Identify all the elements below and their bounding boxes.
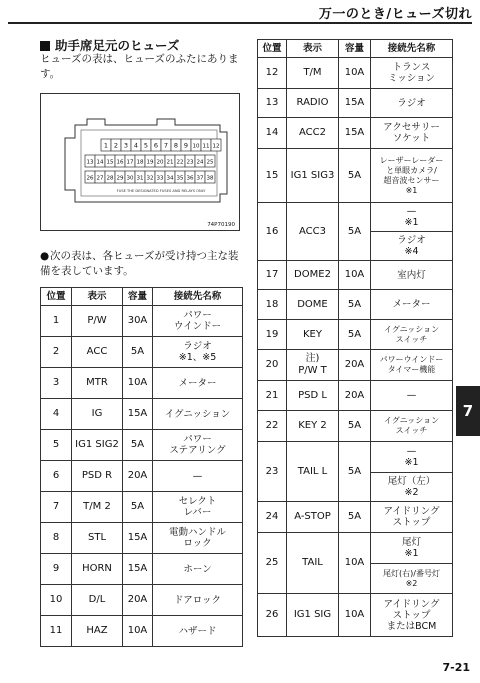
fuse-capacity: 15A bbox=[123, 399, 153, 430]
fuse-label: D/L bbox=[72, 585, 123, 616]
cell-text: DOME bbox=[297, 298, 328, 310]
fuse-capacity: 15A bbox=[123, 523, 153, 554]
fuse-position: 14 bbox=[258, 118, 287, 149]
fuse-cell-number: 12 bbox=[212, 143, 220, 150]
table-row bbox=[258, 118, 453, 149]
fuse-label: PSD R bbox=[72, 461, 123, 492]
fuse-label bbox=[287, 381, 339, 411]
fuse-position: 16 bbox=[258, 203, 287, 261]
cell-text: メーター bbox=[392, 299, 431, 310]
cell-text: TAIL L bbox=[297, 465, 328, 477]
fuse-position: 11 bbox=[41, 616, 72, 647]
cell-text: ACC3 bbox=[299, 225, 326, 237]
table-row bbox=[258, 290, 453, 320]
fuse-cell-number: 30 bbox=[126, 175, 134, 182]
fuse-label: HAZ bbox=[72, 616, 123, 647]
fuse-position: 26 bbox=[258, 594, 287, 637]
fuse-cell-number: 25 bbox=[206, 159, 214, 166]
fuse-cells bbox=[85, 139, 221, 183]
table-row bbox=[258, 89, 453, 118]
fuse-capacity: 5A bbox=[123, 337, 153, 368]
cell-text: KEY bbox=[303, 328, 322, 340]
table-row bbox=[41, 461, 243, 492]
cell-text: — bbox=[192, 470, 203, 482]
cell-text: 尾灯 bbox=[401, 537, 421, 548]
table-row bbox=[258, 203, 453, 232]
table-row bbox=[258, 411, 453, 442]
table-row bbox=[258, 149, 453, 203]
table-row bbox=[258, 442, 453, 473]
fuse-cell-number: 21 bbox=[166, 159, 174, 166]
cell-text: スイッチ bbox=[395, 426, 428, 435]
bullet-icon: ● bbox=[40, 250, 50, 262]
fuse-capacity: 5A bbox=[123, 430, 153, 461]
cell-text: ラジオ bbox=[183, 341, 212, 352]
table-row bbox=[258, 594, 453, 637]
fuse-capacity: 5A bbox=[339, 320, 371, 350]
cell-text: イグニッション bbox=[383, 416, 440, 425]
table-note bbox=[40, 249, 245, 279]
fuse-cell-number: 5 bbox=[143, 141, 149, 150]
fuse-label bbox=[287, 118, 339, 149]
fuse-destination bbox=[153, 337, 243, 368]
fuse-capacity: 15A bbox=[339, 118, 371, 149]
cell-text: イグニッション bbox=[383, 324, 440, 334]
table-row bbox=[41, 399, 243, 430]
fuse-destination bbox=[153, 461, 243, 492]
fuse-destination bbox=[371, 320, 453, 350]
cell-text: セレクト bbox=[178, 496, 217, 507]
fuse-cell-number: 9 bbox=[183, 141, 189, 150]
cell-text: RADIO bbox=[296, 97, 329, 108]
fuse-position: 8 bbox=[41, 523, 72, 554]
fuse-position: 25 bbox=[258, 533, 287, 594]
table-row bbox=[41, 585, 243, 616]
cell-text: ドアロック bbox=[173, 594, 222, 606]
fuse-label: MTR bbox=[72, 368, 123, 399]
fuse-destination bbox=[153, 616, 243, 647]
fuse-position: 22 bbox=[258, 411, 287, 442]
fuse-cell-number: 32 bbox=[146, 175, 154, 182]
cell-text: パワーウインドー bbox=[379, 355, 444, 364]
fuse-position: 4 bbox=[41, 399, 72, 430]
fuse-label bbox=[287, 502, 339, 533]
cell-text: 室内灯 bbox=[397, 269, 426, 281]
fuse-cell-number: 15 bbox=[106, 159, 114, 166]
fuse-label: ACC bbox=[72, 337, 123, 368]
fuse-capacity: 10A bbox=[339, 533, 371, 594]
cell-text: — bbox=[406, 446, 417, 457]
col-header-label: 表示 bbox=[72, 288, 123, 306]
fuse-position: 24 bbox=[258, 502, 287, 533]
col-header-capacity: 容量 bbox=[123, 288, 153, 306]
cell-text: ミッション bbox=[387, 73, 436, 84]
fuse-capacity: 10A bbox=[339, 58, 371, 89]
cell-text: ※1 bbox=[404, 217, 419, 228]
fuse-cell-number: 38 bbox=[206, 175, 214, 182]
cell-text: レーザーレーダー bbox=[379, 155, 444, 165]
cell-text: ソケット bbox=[392, 133, 431, 144]
cell-text: — bbox=[406, 390, 417, 401]
fuse-position: 20 bbox=[258, 350, 287, 381]
fuse-capacity: 10A bbox=[123, 616, 153, 647]
cell-text: ACC2 bbox=[299, 127, 326, 138]
cell-text: ウインドー bbox=[173, 321, 222, 332]
fuse-destination bbox=[371, 594, 453, 637]
fuse-position: 18 bbox=[258, 290, 287, 320]
fuse-cell-number: 3 bbox=[123, 141, 129, 150]
fuse-destination bbox=[371, 411, 453, 442]
fuse-destination bbox=[371, 118, 453, 149]
fuse-label bbox=[287, 320, 339, 350]
cell-text: IG1 SIG3 bbox=[290, 169, 335, 181]
fuse-label bbox=[287, 442, 339, 502]
fuse-cell-number: 27 bbox=[96, 175, 104, 182]
cell-text: またはBCM bbox=[386, 620, 437, 632]
fuse-table-right bbox=[257, 39, 453, 637]
fuse-position: 13 bbox=[258, 89, 287, 118]
table-row bbox=[258, 320, 453, 350]
fuse-capacity: 5A bbox=[339, 203, 371, 261]
col-header-destination: 接続先名称 bbox=[153, 288, 243, 306]
col-header-capacity: 容量 bbox=[339, 40, 371, 58]
fuse-capacity: 15A bbox=[123, 554, 153, 585]
fuse-destination bbox=[153, 399, 243, 430]
fuse-cell-number: 6 bbox=[153, 141, 159, 150]
fuse-label: T/M 2 bbox=[72, 492, 123, 523]
cell-text: ラジオ bbox=[397, 235, 426, 246]
cell-text: パワー bbox=[183, 310, 212, 321]
fuse-capacity: 10A bbox=[123, 368, 153, 399]
cell-text: アイドリング bbox=[383, 598, 440, 610]
cell-text: TAIL bbox=[302, 557, 323, 568]
cell-text: 注) bbox=[305, 353, 320, 364]
cell-text: レバー bbox=[183, 507, 212, 518]
fuse-cell-number: 19 bbox=[146, 159, 154, 166]
square-bullet-icon bbox=[40, 41, 50, 51]
fuse-box-drawing bbox=[41, 94, 239, 230]
cell-text: ※2 bbox=[405, 578, 418, 588]
fuse-cell-number: 23 bbox=[186, 159, 194, 166]
cell-text: トランス bbox=[392, 62, 431, 73]
cell-text: パワー bbox=[183, 434, 212, 445]
fuse-destination bbox=[153, 523, 243, 554]
fuse-destination bbox=[153, 492, 243, 523]
fuse-cell-number: 1 bbox=[103, 141, 109, 150]
cell-text: ストップ bbox=[392, 517, 431, 528]
fuse-destination bbox=[371, 58, 453, 89]
cell-text: 尾灯(右)/番号灯 bbox=[383, 568, 440, 578]
fuse-position: 10 bbox=[41, 585, 72, 616]
fuse-destination bbox=[371, 442, 453, 473]
fuse-label: HORN bbox=[72, 554, 123, 585]
fuse-capacity: 15A bbox=[339, 89, 371, 118]
fuse-destination bbox=[371, 502, 453, 533]
fuse-label: IG1 SIG2 bbox=[72, 430, 123, 461]
fuse-destination bbox=[371, 261, 453, 290]
fuse-capacity: 20A bbox=[339, 350, 371, 381]
cell-text: ロック bbox=[183, 538, 212, 549]
table-row bbox=[41, 430, 243, 461]
fuse-position: 12 bbox=[258, 58, 287, 89]
cell-text: P/W T bbox=[298, 365, 327, 376]
fuse-label: STL bbox=[72, 523, 123, 554]
fuse-cell-number: 8 bbox=[173, 141, 179, 150]
fuse-cell-number: 34 bbox=[166, 175, 174, 182]
fuse-label bbox=[287, 411, 339, 442]
fuse-capacity: 10A bbox=[339, 594, 371, 637]
fuse-destination bbox=[153, 554, 243, 585]
fuse-destination bbox=[371, 564, 453, 594]
table-row bbox=[258, 58, 453, 89]
fuse-capacity: 5A bbox=[339, 149, 371, 203]
fuse-cell-number: 22 bbox=[176, 159, 184, 166]
fuse-label bbox=[287, 203, 339, 261]
table-row bbox=[41, 306, 243, 337]
fuse-capacity: 5A bbox=[123, 492, 153, 523]
fuse-box-caption: FUSE THE DESIGNATED FUSES AND RELAYS ONLY bbox=[116, 189, 206, 193]
fuse-cell-number: 24 bbox=[196, 159, 204, 166]
table-row bbox=[41, 492, 243, 523]
fuse-cell-number: 37 bbox=[196, 175, 204, 182]
section-intro: ヒューズの表は、ヒューズのふたにあります。 bbox=[40, 53, 239, 80]
fuse-cell-number: 14 bbox=[96, 159, 104, 166]
fuse-destination bbox=[371, 381, 453, 411]
cell-text: 超音波センサー bbox=[383, 175, 440, 185]
fuse-destination bbox=[371, 473, 453, 502]
fuse-cell-number: 11 bbox=[202, 143, 210, 150]
col-header-position: 位置 bbox=[41, 288, 72, 306]
fuse-destination bbox=[371, 290, 453, 320]
fuse-label bbox=[287, 350, 339, 381]
cell-text: T/M bbox=[303, 67, 322, 78]
fuse-capacity: 20A bbox=[123, 585, 153, 616]
fuse-cell-number: 36 bbox=[186, 175, 194, 182]
cell-text: ホーン bbox=[183, 563, 212, 575]
fuse-capacity: 5A bbox=[339, 442, 371, 502]
chapter-tab[interactable]: 7 bbox=[456, 386, 480, 436]
fuse-label bbox=[287, 261, 339, 290]
fuse-destination bbox=[371, 149, 453, 203]
fuse-position: 19 bbox=[258, 320, 287, 350]
page-number: 7-21 bbox=[442, 661, 470, 674]
cell-text: ※1 bbox=[404, 457, 419, 468]
cell-text: — bbox=[406, 206, 417, 217]
fuse-destination bbox=[153, 585, 243, 616]
cell-text: アイドリング bbox=[383, 506, 440, 517]
fuse-position: 7 bbox=[41, 492, 72, 523]
fuse-cell-number: 28 bbox=[106, 175, 114, 182]
fuse-label: P/W bbox=[72, 306, 123, 337]
fuse-destination bbox=[153, 430, 243, 461]
fuse-label: IG bbox=[72, 399, 123, 430]
fuse-cell-number: 26 bbox=[86, 175, 94, 182]
fuse-cell-number: 31 bbox=[136, 175, 144, 182]
cell-text: イグニッション bbox=[164, 408, 231, 420]
table-row bbox=[258, 533, 453, 564]
cell-text: 尾灯（左） bbox=[387, 476, 436, 487]
fuse-cell-number: 18 bbox=[136, 159, 144, 166]
fuse-destination bbox=[371, 203, 453, 232]
cell-text: アクセサリー bbox=[383, 122, 440, 133]
fuse-label bbox=[287, 290, 339, 320]
fuse-position: 23 bbox=[258, 442, 287, 502]
fuse-cell-number: 13 bbox=[86, 159, 94, 166]
table-row bbox=[258, 502, 453, 533]
table-row bbox=[258, 350, 453, 381]
cell-text: メーター bbox=[178, 377, 217, 389]
fuse-cell-number: 2 bbox=[113, 141, 119, 150]
col-header-position: 位置 bbox=[258, 40, 287, 58]
cell-text: タイマー機能 bbox=[387, 365, 436, 374]
table-row bbox=[41, 337, 243, 368]
fuse-destination bbox=[371, 533, 453, 564]
fuse-capacity: 5A bbox=[339, 502, 371, 533]
cell-text: ※4 bbox=[404, 246, 419, 257]
cell-text: スイッチ bbox=[395, 334, 428, 344]
cell-text: ラジオ bbox=[397, 97, 426, 109]
col-header-destination: 接続先名称 bbox=[371, 40, 453, 58]
fuse-cell-number: 16 bbox=[116, 159, 124, 166]
fuse-position: 3 bbox=[41, 368, 72, 399]
section-title-text: 助手席足元のヒューズ bbox=[55, 38, 180, 53]
fuse-destination bbox=[371, 350, 453, 381]
cell-text: KEY 2 bbox=[298, 420, 327, 431]
cell-text: A-STOP bbox=[294, 511, 331, 522]
cell-text: 電動ハンドル bbox=[168, 527, 226, 538]
cell-text: IG1 SIG bbox=[293, 609, 332, 620]
page-header-title: 万一のとき/ヒューズ切れ bbox=[318, 7, 472, 22]
fuse-position: 5 bbox=[41, 430, 72, 461]
fuse-position: 6 bbox=[41, 461, 72, 492]
header-rule bbox=[8, 22, 472, 24]
fuse-cell-number: 29 bbox=[116, 175, 124, 182]
fuse-position: 9 bbox=[41, 554, 72, 585]
diagram-code: 74P70190 bbox=[207, 222, 235, 228]
cell-text: ※2 bbox=[404, 487, 419, 498]
table-row bbox=[41, 554, 243, 585]
fuse-capacity: 10A bbox=[339, 261, 371, 290]
fuse-destination bbox=[153, 368, 243, 399]
table-row bbox=[41, 616, 243, 647]
fuse-cell-number: 20 bbox=[156, 159, 164, 166]
cell-text: ストップ bbox=[392, 609, 431, 621]
note-text: 次の表は、各ヒューズが受け持つ主な装備を表しています。 bbox=[40, 250, 239, 277]
fuse-capacity: 5A bbox=[339, 411, 371, 442]
fuse-box-diagram bbox=[40, 93, 240, 231]
cell-text: ハザード bbox=[178, 625, 217, 637]
cell-text: と単眼カメラ/ bbox=[386, 165, 437, 175]
fuse-capacity: 5A bbox=[339, 290, 371, 320]
cell-text: ※1、※5 bbox=[178, 352, 217, 363]
fuse-label bbox=[287, 533, 339, 594]
cell-text: PSD L bbox=[298, 389, 327, 401]
fuse-destination bbox=[153, 306, 243, 337]
fuse-cell-number: 7 bbox=[163, 141, 169, 150]
fuse-capacity: 20A bbox=[339, 381, 371, 411]
fuse-table-left bbox=[40, 287, 243, 647]
fuse-label bbox=[287, 58, 339, 89]
fuse-position: 21 bbox=[258, 381, 287, 411]
fuse-cell-number: 4 bbox=[133, 141, 139, 150]
table-row bbox=[258, 261, 453, 290]
table-row bbox=[258, 381, 453, 411]
col-header-label: 表示 bbox=[287, 40, 339, 58]
table-row bbox=[41, 523, 243, 554]
fuse-cell-number: 33 bbox=[156, 175, 164, 182]
fuse-position: 1 bbox=[41, 306, 72, 337]
cell-text: ※1 bbox=[404, 548, 419, 559]
fuse-capacity: 30A bbox=[123, 306, 153, 337]
table-row bbox=[41, 368, 243, 399]
fuse-label bbox=[287, 89, 339, 118]
fuse-cell-number: 35 bbox=[176, 175, 184, 182]
fuse-position: 15 bbox=[258, 149, 287, 203]
fuse-capacity: 20A bbox=[123, 461, 153, 492]
fuse-destination bbox=[371, 232, 453, 261]
fuse-cell-number: 17 bbox=[126, 159, 134, 166]
fuse-label bbox=[287, 149, 339, 203]
fuse-destination bbox=[371, 89, 453, 118]
cell-text: ステアリング bbox=[169, 445, 226, 456]
fuse-position: 17 bbox=[258, 261, 287, 290]
cell-text: DOME2 bbox=[294, 269, 331, 280]
fuse-position: 2 bbox=[41, 337, 72, 368]
fuse-cell-number: 10 bbox=[192, 143, 200, 150]
cell-text: ※1 bbox=[405, 185, 418, 195]
fuse-label bbox=[287, 594, 339, 637]
